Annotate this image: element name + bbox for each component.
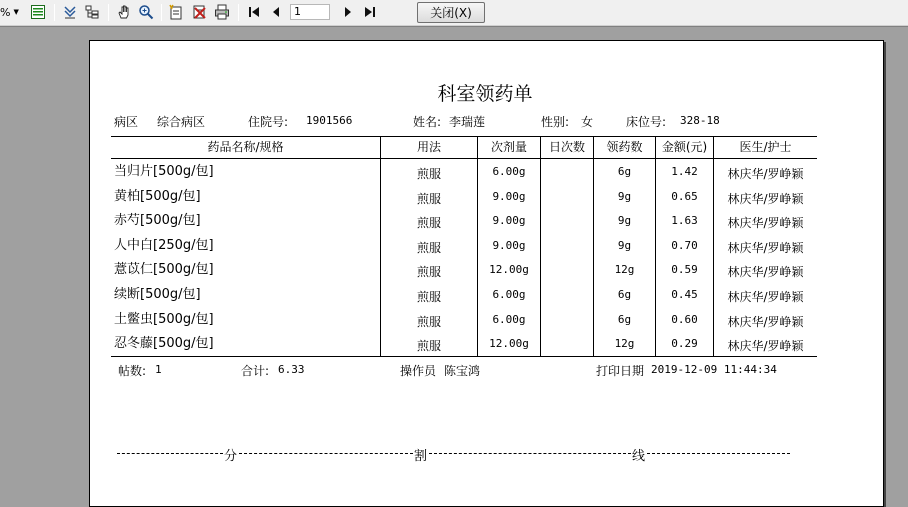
drug-name-cell: 续断[500g/包]: [114, 287, 201, 302]
quantity-cell: 9g: [617, 214, 632, 227]
table-bottom-border: [111, 356, 817, 357]
table-header-border: [111, 158, 817, 159]
amount-cell: 1.63: [671, 214, 698, 227]
last-page-icon[interactable]: [360, 3, 380, 21]
first-page-icon[interactable]: [244, 3, 264, 21]
dose-cell: 12.00g: [489, 263, 529, 276]
staff-cell: 林庆华/罗峥颖: [727, 192, 804, 206]
usage-cell: 煎服: [416, 216, 441, 230]
dose-cell: 12.00g: [489, 337, 529, 350]
dashed-segment: [647, 453, 790, 454]
quantity-cell: 6g: [617, 313, 632, 326]
quantity-cell: 12g: [614, 263, 635, 276]
quantity-cell: 6g: [617, 288, 632, 301]
page-layout-icon[interactable]: [28, 3, 48, 21]
usage-cell: 煎服: [416, 315, 441, 329]
staff-cell: 林庆华/罗峥颖: [727, 265, 804, 279]
quantity-cell: 9g: [617, 190, 632, 203]
hand-pan-icon[interactable]: [114, 3, 134, 21]
admission-value: 1901566: [306, 114, 353, 127]
operator-label: 操作员: [400, 364, 437, 378]
cut-line-char: 线: [632, 445, 645, 464]
export-down-icon[interactable]: [60, 3, 80, 21]
drug-name-cell: 黄柏[500g/包]: [114, 189, 201, 204]
staff-cell: 林庆华/罗峥颖: [727, 241, 804, 255]
dose-cell: 6.00g: [492, 165, 526, 178]
name-label: 姓名:: [413, 115, 442, 129]
dose-cell: 6.00g: [492, 313, 526, 326]
gender-label: 性别:: [541, 115, 570, 129]
toolbar-separator: [108, 4, 109, 21]
name-value: 李瑞莲: [449, 115, 486, 129]
column-header-quantity: 领药数: [606, 140, 643, 154]
staff-cell: 林庆华/罗峥颖: [727, 216, 804, 230]
total-value: 6.33: [278, 363, 305, 376]
table-top-border: [111, 136, 817, 137]
delete-document-icon[interactable]: [189, 3, 209, 21]
usage-cell: 煎服: [416, 339, 441, 353]
toolbar-separator: [54, 4, 55, 21]
operator-value: 陈宝鸿: [444, 364, 481, 378]
print-date-value: 2019-12-09 11:44:34: [651, 363, 777, 376]
report-title: 科室领药单: [437, 83, 533, 105]
usage-cell: 煎服: [416, 241, 441, 255]
print-date-label: 打印日期: [596, 364, 645, 378]
previous-page-icon[interactable]: [266, 3, 286, 21]
dose-cell: 9.00g: [492, 190, 526, 203]
column-header-drug: 药品名称/规格: [207, 140, 284, 154]
amount-cell: 1.42: [671, 165, 698, 178]
dashed-segment: [429, 453, 631, 454]
quantity-cell: 9g: [617, 239, 632, 252]
ward-value: 综合病区: [157, 115, 206, 129]
gender-value: 女: [581, 115, 594, 129]
amount-cell: 0.60: [671, 313, 698, 326]
staff-cell: 林庆华/罗峥颖: [727, 339, 804, 353]
total-label: 合计:: [241, 364, 270, 378]
usage-cell: 煎服: [416, 192, 441, 206]
page-number-input[interactable]: 1: [290, 4, 330, 20]
amount-cell: 0.65: [671, 190, 698, 203]
close-button[interactable]: 关闭(X): [417, 2, 485, 23]
column-header-staff: 医生/护士: [739, 140, 792, 154]
staff-cell: 林庆华/罗峥颖: [727, 315, 804, 329]
drug-name-cell: 赤芍[500g/包]: [114, 213, 201, 228]
dose-cell: 9.00g: [492, 239, 526, 252]
next-page-icon[interactable]: [338, 3, 358, 21]
cut-line-char: 割: [414, 445, 427, 464]
amount-cell: 0.59: [671, 263, 698, 276]
cut-line: [117, 445, 790, 464]
drug-name-cell: 薏苡仁[500g/包]: [114, 262, 214, 277]
packs-label: 帖数:: [118, 364, 147, 378]
new-document-icon[interactable]: [166, 3, 186, 21]
amount-cell: 0.45: [671, 288, 698, 301]
column-header-dose: 次剂量: [490, 140, 527, 154]
chevron-down-icon: ▼: [13, 8, 19, 16]
usage-cell: 煎服: [416, 265, 441, 279]
cut-line-char: 分: [224, 445, 237, 464]
toolbar-separator: [238, 4, 239, 21]
drug-name-cell: 当归片[500g/包]: [114, 164, 214, 179]
drug-name-cell: 人中白[250g/包]: [114, 238, 214, 253]
dose-cell: 9.00g: [492, 214, 526, 227]
zoom-in-icon[interactable]: [136, 3, 156, 21]
amount-cell: 0.29: [671, 337, 698, 350]
column-header-amount: 金额(元): [661, 140, 708, 154]
toolbar-separator: [161, 4, 162, 21]
amount-cell: 0.70: [671, 239, 698, 252]
print-icon[interactable]: [212, 3, 232, 21]
dashed-segment: [239, 453, 413, 454]
toolbar: [0, 0, 908, 26]
column-header-daily: 日次数: [548, 140, 585, 154]
dose-cell: 6.00g: [492, 288, 526, 301]
packs-value: 1: [155, 363, 162, 376]
tree-view-icon[interactable]: [82, 3, 102, 21]
staff-cell: 林庆华/罗峥颖: [727, 167, 804, 181]
column-header-usage: 用法: [416, 140, 441, 154]
usage-cell: 煎服: [416, 290, 441, 304]
table-column-divider: [540, 136, 541, 357]
drug-name-cell: 忍冬藤[500g/包]: [114, 336, 214, 351]
staff-cell: 林庆华/罗峥颖: [727, 290, 804, 304]
quantity-cell: 12g: [614, 337, 635, 350]
bed-label: 床位号:: [626, 115, 667, 129]
bed-value: 328-18: [680, 114, 720, 127]
ward-label: 病区: [114, 115, 139, 129]
quantity-cell: 6g: [617, 165, 632, 178]
zoom-select[interactable]: [0, 3, 22, 21]
usage-cell: 煎服: [416, 167, 441, 181]
admission-label: 住院号:: [248, 115, 289, 129]
dashed-segment: [117, 453, 223, 454]
zoom-value: %: [0, 5, 11, 19]
drug-name-cell: 土鳖虫[500g/包]: [114, 312, 214, 327]
